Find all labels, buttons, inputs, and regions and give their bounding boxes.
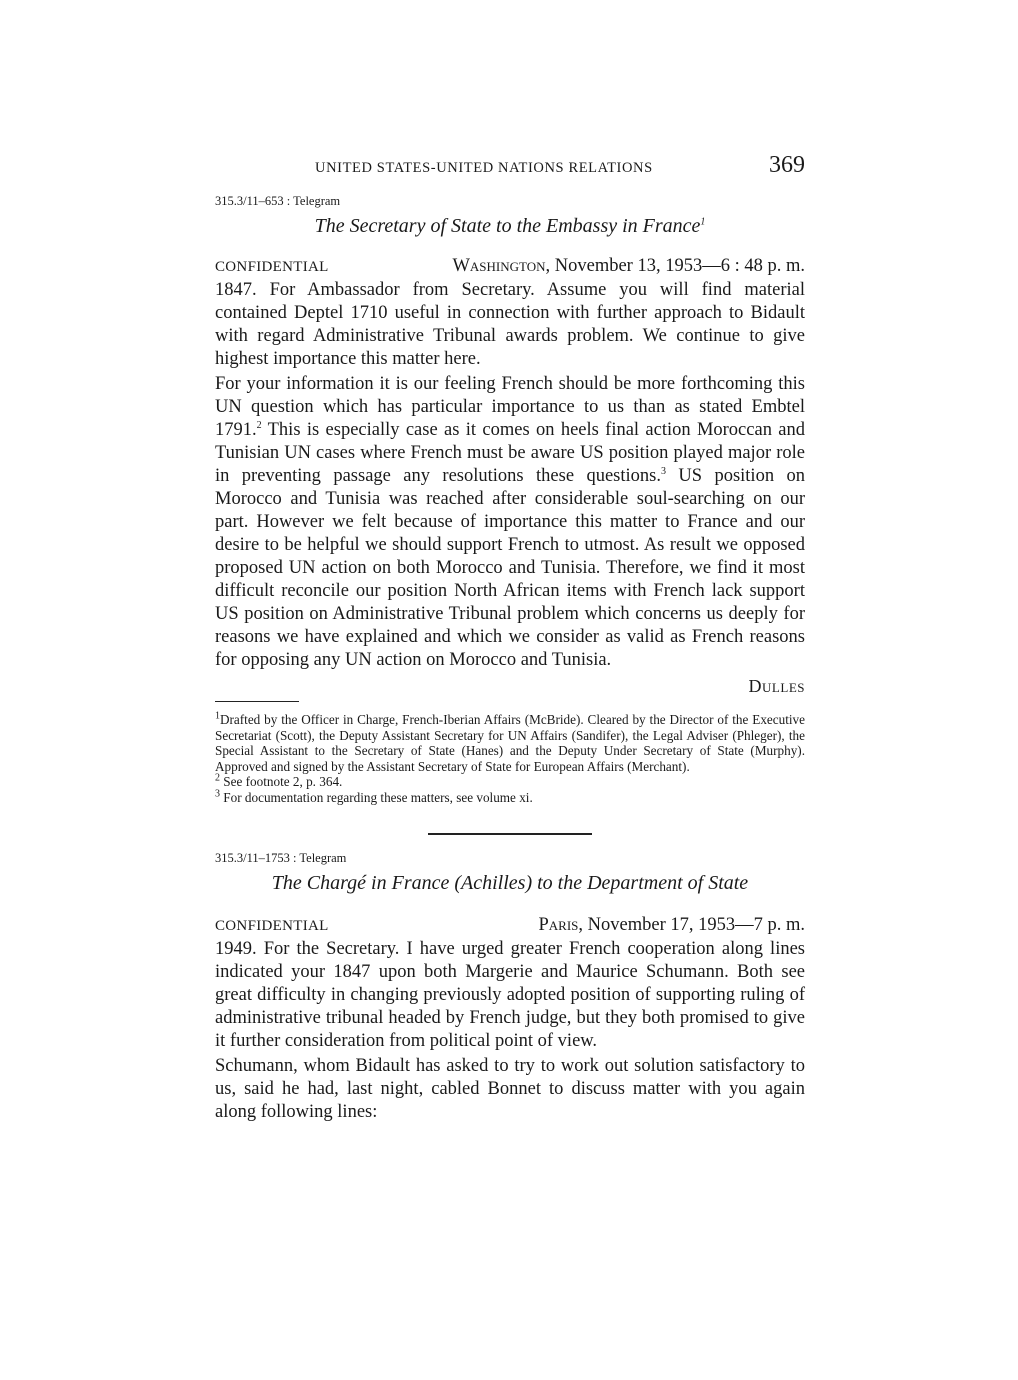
document-heading: The Chargé in France (Achilles) to the Department of State bbox=[271, 872, 749, 894]
running-head-title: UNITED STATES-UNITED NATIONS RELATIONS bbox=[315, 160, 653, 176]
document-2 bbox=[215, 851, 805, 1124]
footnote-marker: 3 bbox=[660, 465, 666, 477]
dateline bbox=[215, 915, 805, 936]
paragraph: 1949. For the Secretary. I have urged greater French cooperation along lines indicated your 1847 upon both Margerie and Maurice Schumann. Both see great difficulty in changing previously adopted position of supporting ruling of administrative tribunal headed by French judge, but they both promised to give it further consideration from political point of view. bbox=[215, 939, 805, 1051]
footnote-text: For documentation regarding these matters, see volume xi. bbox=[223, 789, 533, 805]
document-page bbox=[215, 152, 805, 1124]
footnotes bbox=[215, 712, 805, 805]
city: Washington, bbox=[452, 256, 551, 276]
document-heading bbox=[215, 215, 805, 238]
footnote-divider bbox=[215, 701, 299, 702]
paragraph: 1847. For Ambassador from Secretary. Assume you will find material contained Deptel 1710 useful in connection with further approach to Bidault with regard Administrative Tribunal awards problem. We continue to give highest importance this matter here. bbox=[215, 280, 805, 369]
date: November 17, 1953—7 p. m. bbox=[587, 915, 805, 935]
paragraph-text: For your information it is our feeling French should be more forthcoming this UN question which has particular importance to us than as stated Embtel 1791. bbox=[215, 374, 805, 440]
heading-text: The Secretary of State to the Embassy in France bbox=[314, 215, 701, 237]
place-and-date bbox=[452, 256, 805, 277]
footnote-mark: 1 bbox=[215, 710, 220, 722]
document-separator bbox=[428, 833, 592, 835]
footnote-text: See footnote 2, p. 364. bbox=[223, 774, 343, 789]
footnote-mark: 2 bbox=[215, 772, 220, 784]
footnote bbox=[215, 790, 805, 806]
paragraph-text: US position on Morocco and Tunisia was reached after considerable soul-searching on our part. However we felt because of importance this matter to France and our desire to be helpful we should support French to utmost. As result we opposed proposed UN action on both Morocco and Tunisia. Therefore, we find it most difficult reconcile our position North African items with French lack support US position on Administrative Tribunal problem which concerns us deeply for reasons we have explained and which we consider as valid as French reasons for opposing any UN action on Morocco and Tunisia. bbox=[215, 466, 805, 670]
signature: Dulles bbox=[748, 676, 805, 696]
footnote bbox=[215, 774, 805, 790]
page-number: 369 bbox=[769, 152, 805, 178]
city: Paris, bbox=[538, 915, 584, 935]
place-and-date bbox=[538, 915, 805, 936]
running-head bbox=[215, 152, 805, 188]
paragraph-text: This is especially case as it comes on heels final action Moroccan and Tunisian UN cases where French must be aware US position played major role in preventing passage any resolutions these questions. bbox=[215, 420, 805, 486]
date: November 13, 1953—6 : 48 p. m. bbox=[554, 256, 805, 276]
paragraph bbox=[215, 373, 805, 672]
file-reference: 315.3/11–653 : Telegram bbox=[215, 194, 341, 208]
footnote-marker: 2 bbox=[256, 419, 262, 431]
footnote bbox=[215, 712, 805, 774]
footnote-marker: 1 bbox=[700, 216, 706, 228]
paragraph: Schumann, whom Bidault has asked to try to work out solution satisfactory to us, said he had, last night, cabled Bonnet to discuss matter with you again along following lines: bbox=[215, 1056, 805, 1122]
dateline bbox=[215, 256, 805, 277]
classification-label: CONFIDENTIAL bbox=[215, 918, 329, 934]
footnote-text: Drafted by the Officer in Charge, French-Iberian Affairs (McBride). Cleared by the Director of the Executive Secretariat (Scott), the Deputy Assistant Secretary for UN Affairs (Sandifer), the Legal Adviser (Phleger), the Special Assistant to the Secretary of State (Hanes) and the Deputy Under Secretary of State (Murphy). Approved and signed by the Assistant Secretary of State for European Affairs (Merchant). bbox=[215, 712, 805, 774]
classification-label: CONFIDENTIAL bbox=[215, 259, 329, 275]
file-reference: 315.3/11–1753 : Telegram bbox=[215, 851, 347, 865]
document-1 bbox=[215, 194, 805, 805]
footnote-mark: 3 bbox=[215, 788, 220, 800]
